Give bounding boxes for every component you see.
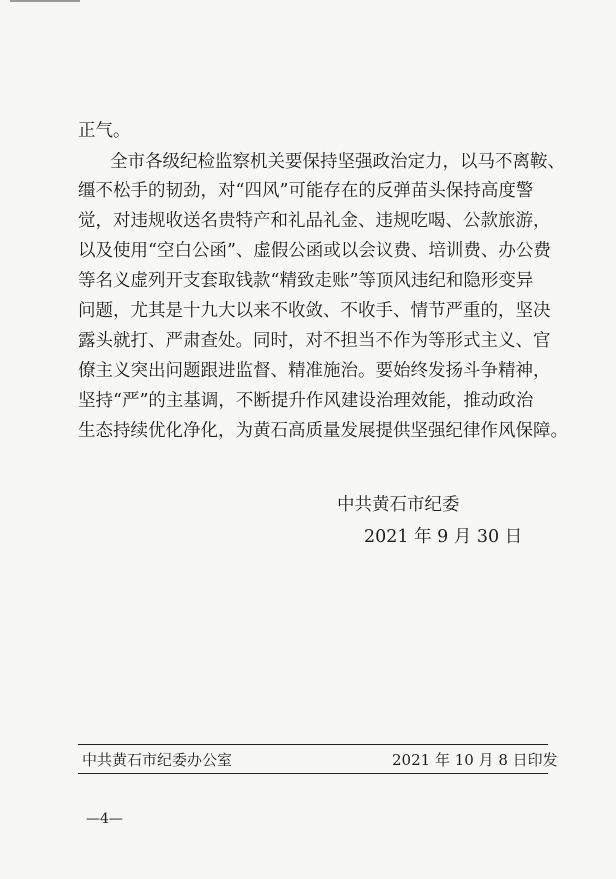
footer-rule-top	[78, 744, 548, 745]
footer-issuer: 中共黄石市纪委办公室	[82, 751, 233, 769]
paragraph-line-3: 缰不松手的韧劲，对“四风”可能存在的反弹苗头保持高度警	[78, 181, 534, 201]
footer-issue-date: 2021 年 10 月 8 日印发	[392, 751, 558, 769]
paragraph-line-7: 问题，尤其是十九大以来不收敛、不收手、情节严重的，坚决	[78, 301, 551, 321]
paragraph-line-9: 僚主义突出问题跟进监督、精准施治。要始终发扬斗争精神，	[78, 361, 551, 381]
footer-rule-bottom	[78, 773, 548, 774]
paragraph-line-6: 等名义虚列开支套取钱款“精致走账”等顶风违纪和隐形变异	[78, 271, 534, 291]
signature-org: 中共黄石市纪委	[337, 495, 460, 515]
paragraph-line-2: 全市各级纪检监察机关要保持坚强政治定力，以马不离鞍、	[110, 152, 565, 172]
paragraph-line-8: 露头就打、严肃查处。同时，对不担当不作为等形式主义、官	[78, 331, 551, 351]
paragraph-line-10: 坚持“严”的主基调，不断提升作风建设治理效能，推动政治	[78, 391, 534, 411]
paragraph-line-4: 觉，对违规收送名贵特产和礼品礼金、违规吃喝、公款旅游，	[78, 211, 551, 231]
page-number: —4—	[86, 811, 123, 827]
paragraph-line-1: 正气。	[78, 121, 131, 141]
paragraph-line-11: 生态持续优化净化，为黄石高质量发展提供坚强纪律作风保障。	[78, 421, 568, 441]
signature-date: 2021 年 9 月 30 日	[364, 527, 523, 547]
paragraph-line-5: 以及使用“空白公函”、虚假公函或以会议费、培训费、办公费	[78, 241, 551, 261]
